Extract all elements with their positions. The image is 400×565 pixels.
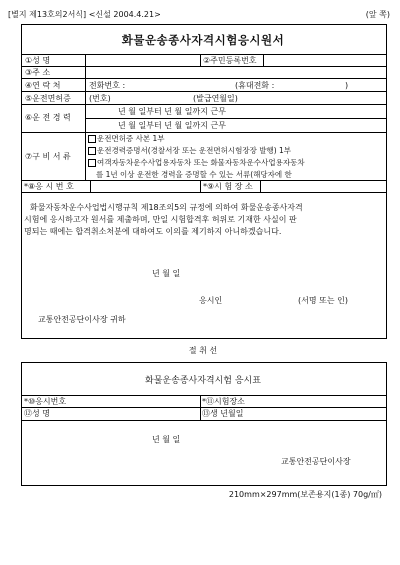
statement-line-2: 시험에 응시하고자 원서를 제출하며, 만일 시험합격후 허위로 기재한 사실이 판 — [24, 215, 297, 224]
documents-label: ⑦구 비 서 류 — [25, 152, 71, 161]
ticket-title: 화물운송종사자격시험 응시표 — [145, 376, 261, 386]
license-number-label: (번호) — [89, 94, 111, 103]
cut-line-label: 절 취 선 — [188, 346, 218, 355]
exam-number-label: *⑧응 시 번 호 — [24, 182, 74, 191]
ticket-exam-number: *⑩응시번호 — [24, 397, 67, 406]
checkbox-icon[interactable] — [88, 135, 96, 143]
statement-line-1: 화물자동차운수사업법시행규칙 제18조의5의 규정에 의하여 화물운송종사자격 — [30, 203, 303, 212]
license-date-label: (발급연월일) — [193, 94, 238, 103]
document-1: 운전면허증 사본 1부 — [88, 135, 165, 143]
page-side: (앞 쪽) — [365, 10, 390, 19]
career-label: ⑥운 전 경 력 — [25, 113, 71, 122]
statement-date: 년 월 일 — [152, 269, 181, 278]
ticket-exam-place: *⑪시험장소 — [202, 397, 245, 406]
checkbox-icon[interactable] — [88, 147, 96, 155]
document-3-line-2: 를 1년 이상 운전한 경력을 증명할 수 있는 서류(해당자에 한 — [96, 170, 292, 179]
ticket-date: 년 월 일 — [152, 435, 181, 444]
statement-line-3: 명되는 때에는 합격취소처분에 대하여도 이의를 제기하지 아니하겠습니다. — [24, 227, 282, 236]
signature-label: (서명 또는 인) — [298, 296, 348, 305]
document-2: 운전경력증명서(경찰서장 또는 운전면허시험장장 발행) 1부 — [88, 147, 291, 155]
contact-label: ④연 락 처 — [25, 81, 61, 90]
mobile-close: ) — [345, 81, 349, 90]
document-3: 여객자동차운수사업용자동차 또는 화물자동차운수사업용자동차 — [88, 159, 305, 167]
license-label: ⑤운전면허증 — [25, 94, 71, 103]
paper-spec: 210mm×297mm(보존용지(1종) 70g/㎡) — [228, 490, 382, 499]
career-row-2: 년 월 일부터 년 월 일까지 근무 — [118, 121, 226, 130]
ticket-birth: ⑬생 년월일 — [202, 409, 244, 418]
name-label: ①성 명 — [25, 56, 51, 65]
checkbox-icon[interactable] — [88, 159, 96, 167]
exam-place-label: *⑨시 험 장 소 — [203, 182, 253, 191]
career-row-1: 년 월 일부터 년 월 일까지 근무 — [118, 107, 226, 116]
rrn-label: ②주민등록번호 — [203, 56, 257, 65]
address-label: ③주 소 — [25, 68, 51, 77]
mobile-label: (휴대전화 : — [235, 81, 275, 90]
addressee: 교통안전공단이사장 귀하 — [38, 315, 126, 324]
applicant-label: 응시인 — [199, 296, 223, 305]
form-title: 화물운송종사자격시험응시원서 — [121, 33, 285, 47]
form-number: [별지 제13호의2서식] <신설 2004.4.21> — [8, 10, 161, 19]
phone-label: 전화번호 : — [89, 81, 126, 90]
ticket-name: ⑫성 명 — [24, 409, 50, 418]
ticket-issuer: 교통안전공단이사장 — [281, 457, 351, 466]
